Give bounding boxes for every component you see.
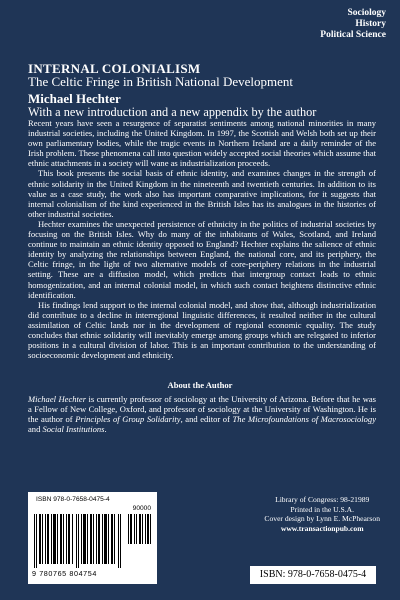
barcode-icon — [34, 514, 124, 568]
publisher-url: www.transactionpub.com — [280, 523, 364, 533]
description-paragraph: Hechter examines the unexpected persistence of ethnicity in the politics of industrial societies by focusing on the British Isles. Why do many of the inhabitants of Wales, Scotland, and Ireland continue to maintain an ethnic identity opposed to England? Hechter explains the salience of ethnic identity by analyzing the relationships between England, the national core, and its periphery, the Celtic fringe, in the light of two alternative models of core-periphery relations in the industrial setting. These are a diffusion model, which predicts that intergroup contact leads to ethnic homogenization, and an internal colonial model, in which such contact heightens distinctive ethnic identification. — [28, 218, 376, 300]
book-author: Michael Hechter — [28, 91, 121, 106]
book-reference: Principles of Group Solidarity — [75, 414, 181, 425]
book-reference: Social Institutions — [42, 424, 105, 435]
printed-in: Printed in the U.S.A. — [290, 504, 355, 514]
library-of-congress: Library of Congress: 98-21989 — [275, 495, 370, 504]
subject-sociology: Sociology — [347, 8, 386, 18]
subject-history: History — [355, 19, 386, 29]
barcode-digits: 9 780765 804754 — [32, 569, 97, 578]
edition-note: With a new introduction and a new appendix by the author — [28, 105, 317, 119]
colophon — [264, 495, 380, 533]
barcode-panel — [28, 492, 157, 584]
description — [28, 118, 376, 360]
isbn-box: ISBN: 978-0-7658-0475-4 — [250, 566, 376, 584]
description-paragraph: This book presents the social basis of ethnic identity, and examines changes in the strength of ethnic solidarity in the United Kingdom in the nineteenth and twentieth centuries. In addition to its value as a case study, the work also has important comparative implications, for it suggests that internal colonialism of the kind experienced in the British Isles has its analogues in the histories of other industrial societies. — [28, 168, 376, 219]
barcode-price-code: 90000 — [132, 505, 151, 512]
price-barcode-icon — [128, 514, 152, 544]
about-author-heading: About the Author — [167, 380, 233, 390]
book-reference: The Microfoundations of Macrosociology — [232, 414, 377, 425]
about-author-text: Michael Hechter is currently professor of sociology at the University of Arizona. Before that he was a Fellow of New College, Oxford, and professor of sociology at the University of Washington. He is the author of Principles of Group Solidarity, and editor of The Microfoundations of Macrosociology and Social Institutions. — [28, 394, 377, 435]
description-paragraph: Recent years have seen a resurgence of separatist sentiments among national minorities in many industrial societies, including the United Kingdom. In 1997, the Scottish and Welsh both set up their own parliamentary bodies, while the tragic events in Northern Ireland are a daily reminder of the Irish problem. These phenomena call into question widely accepted social theories which assume that ethnic attachments in a society will wane as industrialization proceeds. — [28, 118, 376, 169]
barcode-isbn: ISBN 978-0-7658-0475-4 — [36, 496, 110, 503]
subject-political-science: Political Science — [320, 30, 386, 40]
about-author-name: Michael Hechter — [28, 394, 87, 404]
description-paragraph: His findings lend support to the internal colonial model, and show that, although industrialization did contribute to a decline in interregional linguistic differences, it resulted neither in the cultural assimilation of Celtic lands nor in the development of regional economic equality. The study concludes that ethnic solidarity will inevitably emerge among groups which are relegated to inferior positions in a cultural division of labor. This is an important contribution to the understanding of socioeconomic development and ethnicity. — [28, 299, 376, 361]
subject-categories — [320, 8, 386, 41]
book-subtitle: The Celtic Fringe in British National Development — [28, 74, 294, 89]
book-title: INTERNAL COLONIALISM — [28, 61, 201, 76]
about-author — [28, 394, 376, 434]
cover-design-credit: Cover design by Lynn E. McPhearson — [264, 514, 380, 524]
